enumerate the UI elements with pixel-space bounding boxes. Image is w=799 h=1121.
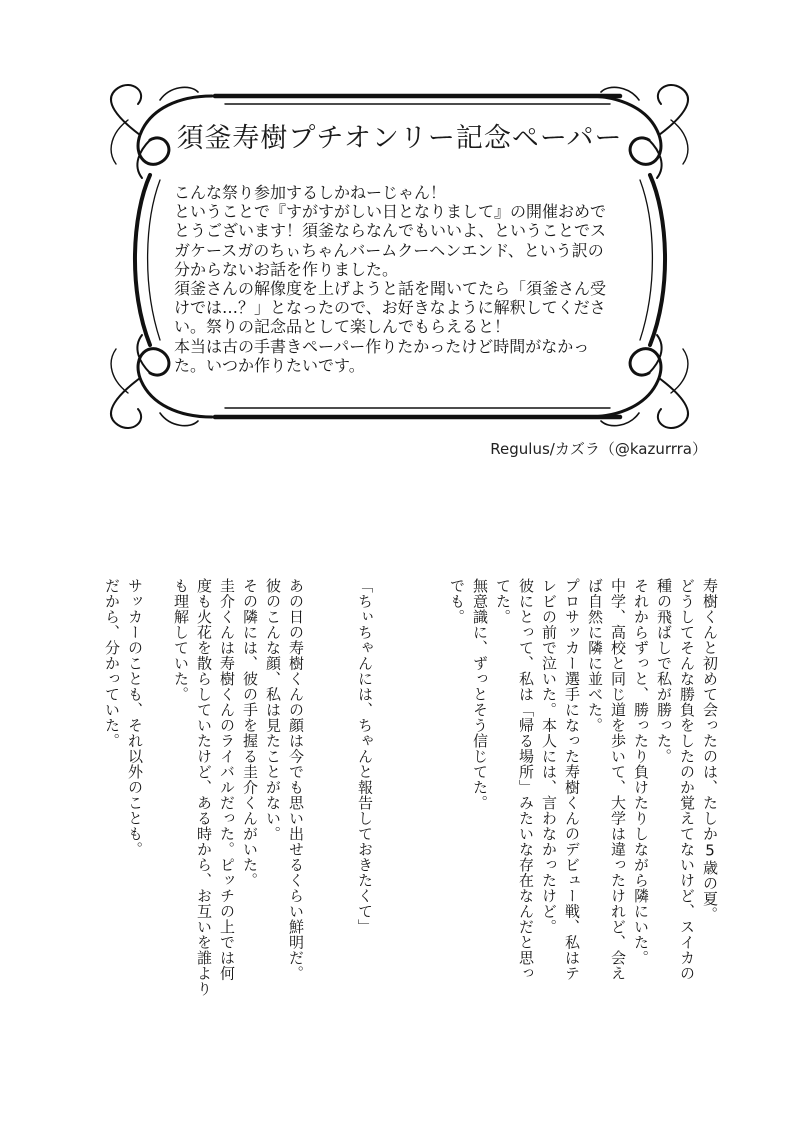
story-column [423, 578, 444, 1078]
intro-line: い。祭りの記念品として楽しんでもらえると！ [174, 317, 511, 337]
intro-line: とうございます！須釜ならなんでもいいよ、ということでス [174, 221, 607, 241]
story-column: 種の飛ばしで私が勝った。 [655, 578, 673, 764]
intro-line: けでは…？」となったので、お好きなように解釈してくださ [174, 298, 606, 318]
story-column: その隣には、彼の手を握る圭介くんがいた。 [241, 578, 259, 888]
intro-line: 本当は古の手書きペーパー作りたかったけど時間がなかっ [174, 336, 590, 356]
intro-line: 分からないお話を作りました。 [174, 259, 399, 279]
paper-title: 須釜寿樹プチオンリー記念ペーパー [176, 123, 623, 154]
story-column: 彼にとって、私は「帰る場所」みたいな存在なんだと思っ [517, 578, 535, 981]
story-column: 中学、高校と同じ道を歩いて、大学は違ったけれど、会え [609, 578, 627, 981]
story-column [400, 578, 421, 1078]
story-column: 彼のこんな顔、私は見たことがない。 [264, 578, 282, 842]
story-column: だから、分かっていた。 [103, 578, 121, 749]
story-column: 無意識に、ずっとそう信じてた。 [471, 578, 489, 811]
intro-text [174, 183, 714, 375]
intro-line: ということで『すがすがしい日となりまして』の開催おめで [174, 202, 607, 222]
story-body [90, 578, 720, 1078]
intro-line: 須釜さんの解像度を上げようと話を聞いてたら「須釜さん受 [174, 279, 607, 299]
intro-line: た。いつか作りたいです。 [174, 355, 365, 375]
story-column: プロサッカー選手になった寿樹くんのデビュー戦、私はテ [563, 578, 581, 981]
story-column: でも。 [448, 578, 466, 625]
story-column: 圭介くんは寿樹くんのライバルだった。ピッチの上では何 [218, 578, 236, 981]
story-column: あの日の寿樹くんの顔は今でも思い出せるくらい鮮明だ。 [287, 578, 305, 981]
story-column: どうしてそんな勝負をしたのか覚えてないけど、スイカの [678, 578, 696, 981]
intro-line: こんな祭り参加するしかねーじゃん！ [174, 183, 447, 202]
story-column: 寿樹くんと初めて会ったのは、たしか5歳の夏。 [701, 578, 719, 922]
story-column: てた。 [494, 578, 512, 625]
story-column [331, 578, 352, 1078]
story-column: も理解していた。 [172, 578, 190, 702]
story-column: 「ちぃちゃんには、ちゃんと報告しておきたくて」 [356, 578, 374, 935]
story-column: それからずっと、勝ったり負けたりしながら隣にいた。 [632, 578, 650, 966]
intro-line: ガケースガのちぃちゃんバームクーヘンエンド、という訳の [174, 240, 604, 260]
story-column: ば自然に隣に並べた。 [586, 578, 604, 733]
story-column: レビの前で泣いた。本人には、言わなかったけど。 [540, 578, 558, 935]
story-column: サッカーのことも、それ以外のことも。 [126, 578, 144, 857]
author-credit: Regulus/カズラ（@kazurrra） [490, 440, 707, 458]
left-frame-inner [148, 180, 160, 340]
story-column: 度も火花を散らしていたけど、ある時から、お互いを誰より [195, 578, 213, 997]
